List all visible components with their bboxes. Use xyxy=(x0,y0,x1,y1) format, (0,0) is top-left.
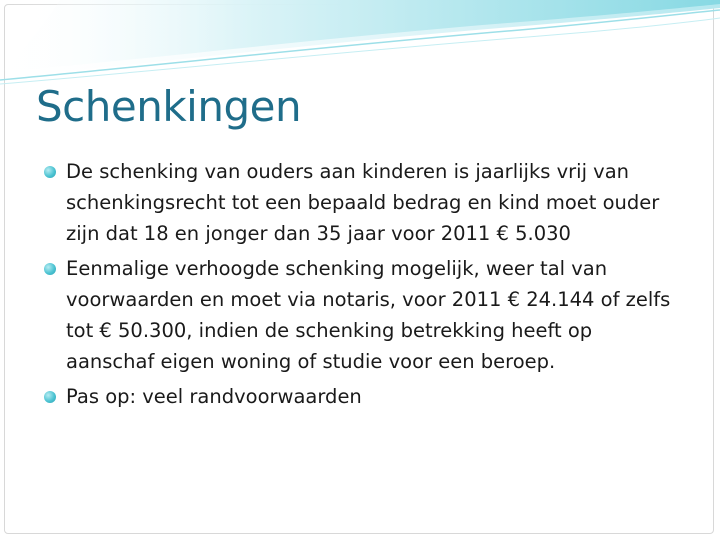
bullet-icon xyxy=(44,263,56,275)
header-wave-decoration xyxy=(0,0,720,90)
bullet-icon xyxy=(44,391,56,403)
slide-title: Schenkingen xyxy=(36,82,302,131)
bullet-text: De schenking van ouders aan kinderen is jaarlijks vrij van schenkingsrecht tot een bepaald bedrag en kind moet ouder zijn dat 18 en jonger dan 35 jaar voor 2011 € 5.030 xyxy=(66,160,660,245)
bullet-item xyxy=(44,381,684,412)
bullet-text: Pas op: veel randvoorwaarden xyxy=(66,385,362,408)
bullet-item xyxy=(44,156,684,249)
bullet-item xyxy=(44,253,684,377)
bullet-icon xyxy=(44,166,56,178)
bullet-list xyxy=(44,156,684,416)
bullet-text: Eenmalige verhoogde schenking mogelijk, weer tal van voorwaarden en moet via notaris, voor 2011 € 24.144 of zelfs tot € 50.300, indien de schenking betrekking heeft op aanschaf eigen woning of studie voor een beroep. xyxy=(66,257,671,373)
